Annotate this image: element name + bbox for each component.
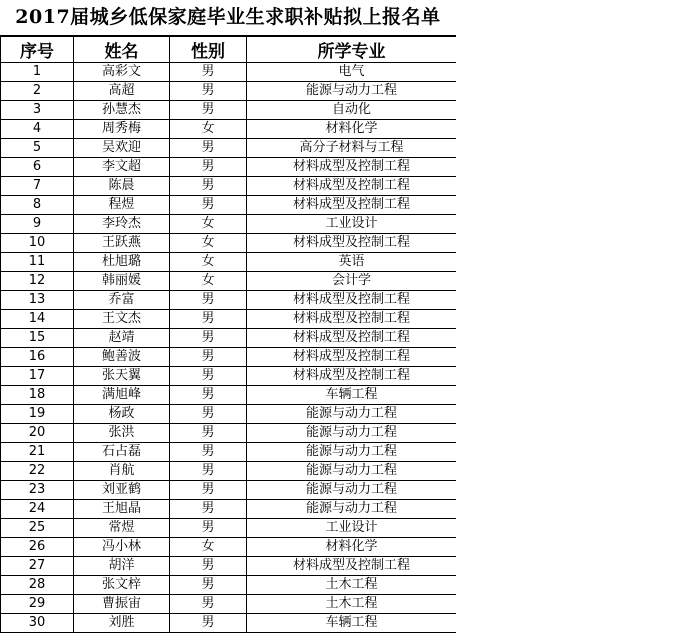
- cell-gender[interactable]: 男: [170, 291, 247, 310]
- cell-name[interactable]: 杜旭璐: [74, 253, 170, 272]
- cell-index[interactable]: 9: [1, 215, 74, 234]
- cell-gender[interactable]: 男: [170, 82, 247, 101]
- cell-index[interactable]: 16: [1, 348, 74, 367]
- cell-major[interactable]: 材料成型及控制工程: [247, 557, 457, 576]
- empty-sheet-area[interactable]: [456, 0, 687, 634]
- table-row: [1, 424, 457, 443]
- cell-gender[interactable]: 男: [170, 576, 247, 595]
- cell-gender[interactable]: 男: [170, 139, 247, 158]
- cell-major[interactable]: 能源与动力工程: [247, 462, 457, 481]
- cell-major[interactable]: 材料成型及控制工程: [247, 196, 457, 215]
- cell-index[interactable]: 21: [1, 443, 74, 462]
- cell-gender[interactable]: 男: [170, 386, 247, 405]
- cell-major[interactable]: 材料成型及控制工程: [247, 367, 457, 386]
- table-row: [1, 82, 457, 101]
- cell-major[interactable]: 材料成型及控制工程: [247, 177, 457, 196]
- cell-major[interactable]: 材料化学: [247, 120, 457, 139]
- cell-name[interactable]: 王跃燕: [74, 234, 170, 253]
- cell-name[interactable]: 张洪: [74, 424, 170, 443]
- cell-name[interactable]: 刘亚鹤: [74, 481, 170, 500]
- cell-major[interactable]: 会计学: [247, 272, 457, 291]
- cell-major[interactable]: 高分子材料与工程: [247, 139, 457, 158]
- cell-gender[interactable]: 男: [170, 310, 247, 329]
- cell-index[interactable]: 2: [1, 82, 74, 101]
- cell-name[interactable]: 周秀梅: [74, 120, 170, 139]
- table-row: [1, 443, 457, 462]
- cell-index[interactable]: 20: [1, 424, 74, 443]
- cell-major[interactable]: 工业设计: [247, 519, 457, 538]
- table-row: [1, 291, 457, 310]
- table-row: [1, 158, 457, 177]
- header-index[interactable]: 序号: [1, 37, 74, 63]
- cell-gender[interactable]: 男: [170, 595, 247, 614]
- cell-major[interactable]: 材料成型及控制工程: [247, 158, 457, 177]
- cell-gender[interactable]: 男: [170, 443, 247, 462]
- cell-index[interactable]: 6: [1, 158, 74, 177]
- header-name[interactable]: 姓名: [74, 37, 170, 63]
- table-row: [1, 576, 457, 595]
- cell-major[interactable]: 工业设计: [247, 215, 457, 234]
- cell-index[interactable]: 23: [1, 481, 74, 500]
- table-row: [1, 462, 457, 481]
- cell-major[interactable]: 材料成型及控制工程: [247, 291, 457, 310]
- cell-name[interactable]: 张天翼: [74, 367, 170, 386]
- cell-gender[interactable]: 女: [170, 234, 247, 253]
- roster-table: [0, 36, 457, 633]
- cell-name[interactable]: 陈晨: [74, 177, 170, 196]
- cell-index[interactable]: 13: [1, 291, 74, 310]
- table-row: [1, 538, 457, 557]
- table-row: [1, 272, 457, 291]
- cell-name[interactable]: 高彩文: [74, 63, 170, 82]
- cell-index[interactable]: 1: [1, 63, 74, 82]
- cell-major[interactable]: 能源与动力工程: [247, 82, 457, 101]
- cell-name[interactable]: 杨政: [74, 405, 170, 424]
- cell-gender[interactable]: 女: [170, 538, 247, 557]
- cell-gender[interactable]: 女: [170, 272, 247, 291]
- cell-name[interactable]: 赵靖: [74, 329, 170, 348]
- table-row: [1, 481, 457, 500]
- cell-gender[interactable]: 男: [170, 614, 247, 633]
- cell-major[interactable]: 材料成型及控制工程: [247, 329, 457, 348]
- cell-gender[interactable]: 男: [170, 158, 247, 177]
- cell-name[interactable]: 满旭峰: [74, 386, 170, 405]
- table-row: [1, 614, 457, 633]
- cell-gender[interactable]: 男: [170, 101, 247, 120]
- cell-major[interactable]: 材料成型及控制工程: [247, 310, 457, 329]
- cell-gender[interactable]: 男: [170, 424, 247, 443]
- cell-index[interactable]: 17: [1, 367, 74, 386]
- cell-gender[interactable]: 男: [170, 63, 247, 82]
- cell-gender[interactable]: 男: [170, 348, 247, 367]
- cell-name[interactable]: 王文杰: [74, 310, 170, 329]
- cell-gender[interactable]: 男: [170, 329, 247, 348]
- cell-name[interactable]: 韩丽媛: [74, 272, 170, 291]
- cell-index[interactable]: 24: [1, 500, 74, 519]
- cell-name[interactable]: 胡洋: [74, 557, 170, 576]
- cell-index[interactable]: 25: [1, 519, 74, 538]
- cell-index[interactable]: 11: [1, 253, 74, 272]
- cell-gender[interactable]: 男: [170, 462, 247, 481]
- cell-index[interactable]: 14: [1, 310, 74, 329]
- cell-gender[interactable]: 女: [170, 215, 247, 234]
- cell-major[interactable]: 能源与动力工程: [247, 500, 457, 519]
- table-row: [1, 519, 457, 538]
- table-row: [1, 557, 457, 576]
- cell-name[interactable]: 李文超: [74, 158, 170, 177]
- cell-name[interactable]: 石占磊: [74, 443, 170, 462]
- cell-name[interactable]: 吴欢迎: [74, 139, 170, 158]
- table-row: [1, 101, 457, 120]
- cell-name[interactable]: 孙慧杰: [74, 101, 170, 120]
- cell-name[interactable]: 王旭晶: [74, 500, 170, 519]
- table-row: [1, 500, 457, 519]
- cell-gender[interactable]: 男: [170, 519, 247, 538]
- cell-gender[interactable]: 女: [170, 120, 247, 139]
- cell-name[interactable]: 常煜: [74, 519, 170, 538]
- cell-major[interactable]: 车辆工程: [247, 614, 457, 633]
- header-row: [1, 37, 457, 63]
- cell-major[interactable]: 土木工程: [247, 595, 457, 614]
- cell-index[interactable]: 8: [1, 196, 74, 215]
- cell-index[interactable]: 29: [1, 595, 74, 614]
- cell-gender[interactable]: 男: [170, 177, 247, 196]
- cell-gender[interactable]: 男: [170, 481, 247, 500]
- cell-gender[interactable]: 男: [170, 557, 247, 576]
- cell-index[interactable]: 10: [1, 234, 74, 253]
- cell-name[interactable]: 乔富: [74, 291, 170, 310]
- header-major[interactable]: 所学专业: [247, 37, 457, 63]
- table-row: [1, 63, 457, 82]
- cell-index[interactable]: 18: [1, 386, 74, 405]
- table-row: [1, 367, 457, 386]
- table-row: [1, 177, 457, 196]
- table-row: [1, 234, 457, 253]
- cell-gender[interactable]: 男: [170, 500, 247, 519]
- cell-index[interactable]: 30: [1, 614, 74, 633]
- table-row: [1, 595, 457, 614]
- cell-major[interactable]: 车辆工程: [247, 386, 457, 405]
- cell-index[interactable]: 19: [1, 405, 74, 424]
- table-body: [1, 63, 457, 633]
- cell-index[interactable]: 7: [1, 177, 74, 196]
- cell-gender[interactable]: 女: [170, 253, 247, 272]
- cell-name[interactable]: 曹振宙: [74, 595, 170, 614]
- cell-major[interactable]: 电气: [247, 63, 457, 82]
- table-row: [1, 329, 457, 348]
- table-row: [1, 196, 457, 215]
- cell-name[interactable]: 高超: [74, 82, 170, 101]
- cell-major[interactable]: 能源与动力工程: [247, 424, 457, 443]
- table-row: [1, 386, 457, 405]
- table-row: [1, 253, 457, 272]
- table-row: [1, 215, 457, 234]
- cell-major[interactable]: 材料成型及控制工程: [247, 234, 457, 253]
- cell-major[interactable]: 自动化: [247, 101, 457, 120]
- cell-name[interactable]: 程煜: [74, 196, 170, 215]
- cell-gender[interactable]: 男: [170, 367, 247, 386]
- cell-index[interactable]: 22: [1, 462, 74, 481]
- header-gender[interactable]: 性别: [170, 37, 247, 63]
- cell-index[interactable]: 5: [1, 139, 74, 158]
- cell-name[interactable]: 鲍善波: [74, 348, 170, 367]
- cell-name[interactable]: 李玲杰: [74, 215, 170, 234]
- cell-major[interactable]: 能源与动力工程: [247, 481, 457, 500]
- cell-gender[interactable]: 男: [170, 405, 247, 424]
- cell-major[interactable]: 能源与动力工程: [247, 443, 457, 462]
- cell-name[interactable]: 冯小林: [74, 538, 170, 557]
- cell-index[interactable]: 28: [1, 576, 74, 595]
- cell-index[interactable]: 4: [1, 120, 74, 139]
- cell-major[interactable]: 材料化学: [247, 538, 457, 557]
- cell-name[interactable]: 刘胜: [74, 614, 170, 633]
- table-row: [1, 120, 457, 139]
- sheet-title: 2017届城乡低保家庭毕业生求职补贴拟上报名单: [0, 0, 456, 36]
- cell-major[interactable]: 土木工程: [247, 576, 457, 595]
- cell-index[interactable]: 3: [1, 101, 74, 120]
- table-row: [1, 310, 457, 329]
- cell-name[interactable]: 张文梓: [74, 576, 170, 595]
- cell-major[interactable]: 能源与动力工程: [247, 405, 457, 424]
- cell-major[interactable]: 材料成型及控制工程: [247, 348, 457, 367]
- cell-gender[interactable]: 男: [170, 196, 247, 215]
- cell-index[interactable]: 15: [1, 329, 74, 348]
- cell-name[interactable]: 肖航: [74, 462, 170, 481]
- table-row: [1, 348, 457, 367]
- cell-index[interactable]: 12: [1, 272, 74, 291]
- cell-index[interactable]: 26: [1, 538, 74, 557]
- table-row: [1, 139, 457, 158]
- cell-index[interactable]: 27: [1, 557, 74, 576]
- table-row: [1, 405, 457, 424]
- cell-major[interactable]: 英语: [247, 253, 457, 272]
